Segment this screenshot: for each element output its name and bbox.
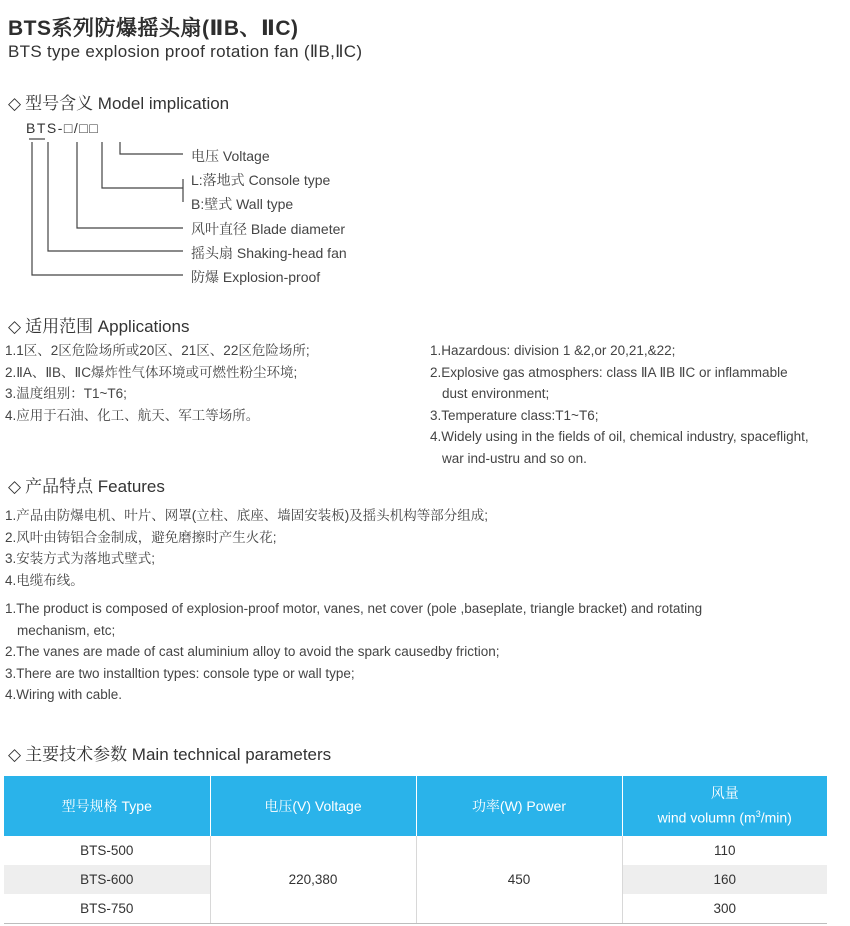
list-item: 2.ⅡA、ⅡB、ⅡC爆炸性气体环境或可燃性粉尘环境; (5, 364, 298, 380)
list-item: dust environment; (442, 386, 550, 401)
list-item: 1.Hazardous: division 1 &2,or 20,21,&22; (430, 343, 676, 358)
list-item: war ind-ustru and so on. (442, 450, 587, 466)
callout-voltage: 电压 Voltage (191, 148, 270, 164)
list-item: 1.1区、2区危险场所或20区、21区、22区危险场所; (5, 343, 310, 358)
cell-type: BTS-600 (4, 865, 210, 894)
diamond-icon: ◇ (8, 317, 22, 336)
table-row (4, 836, 827, 865)
header-wind (622, 776, 827, 836)
features-heading-text: 产品特点 Features (25, 477, 165, 496)
line-explosion (32, 142, 183, 275)
params-heading-text: 主要技术参数 Main technical parameters (25, 745, 332, 764)
list-item: 4.电缆布线。 (5, 572, 84, 588)
model-diagram-lines (0, 0, 850, 300)
page-subtitle: BTS type explosion proof rotation fan (ⅡB,ⅡC) (8, 42, 363, 61)
callout-console: L:落地式 Console type (191, 172, 331, 188)
callout-wall: B:壁式 Wall type (191, 196, 294, 212)
page-title: BTS系列防爆摇头扇(ⅡB、ⅡC) (8, 17, 299, 40)
line-blade (77, 142, 183, 228)
line-type (102, 142, 183, 188)
features-section-heading (8, 472, 165, 497)
cell-power: 450 (416, 836, 622, 924)
cell-voltage: 220,380 (210, 836, 416, 924)
list-item: 1.The product is composed of explosion-proof motor, vanes, net cover (pole ,baseplate, triangle bracket) and rotating (5, 601, 703, 616)
list-item: 2.风叶由铸铝合金制成，避免磨擦时产生火花; (5, 529, 277, 545)
list-item: 3.Temperature class:T1~T6; (430, 407, 599, 423)
list-item: 2.Explosive gas atmosphers: class ⅡA ⅡB ⅡC or inflammable (430, 364, 788, 380)
diamond-icon: ◇ (8, 745, 22, 764)
model-code: BTS-□/□□ (26, 120, 100, 136)
list-item: mechanism, etc; (17, 622, 116, 638)
diamond-icon: ◇ (8, 477, 22, 496)
list-item: 4.Wiring with cable. (5, 687, 123, 702)
cell-wind: 110 (622, 836, 827, 865)
features-en-list (5, 598, 702, 706)
list-item: 3.安装方式为落地式壁式; (5, 551, 156, 566)
applications-heading-text: 适用范围 Applications (25, 317, 190, 336)
applications-section-heading (8, 312, 189, 337)
callout-shaking: 摇头扇 Shaking-head fan (191, 245, 347, 261)
diamond-icon: ◇ (8, 94, 22, 113)
header-power: 功率(W) Power (416, 776, 622, 836)
list-item: 3.温度组别：T1~T6; (5, 386, 127, 401)
params-table (4, 776, 827, 924)
list-item: 4.应用于石油、化工、航天、军工等场所。 (5, 407, 260, 423)
params-section-heading (8, 740, 331, 765)
header-wind-cn: 风量 (710, 785, 739, 802)
header-type: 型号规格 Type (4, 776, 210, 836)
cell-wind: 300 (622, 894, 827, 924)
cell-type: BTS-500 (80, 843, 134, 858)
cell-wind: 160 (622, 865, 827, 894)
line-voltage (120, 142, 183, 154)
list-item: 1.产品由防爆电机、叶片、网罩(立柱、底座、墙固安装板)及摇头机构等部分组成; (5, 508, 488, 523)
list-item: 3.There are two installtion types: console type or wall type; (5, 665, 355, 681)
table-header-row (4, 776, 827, 836)
line-shaking (48, 142, 183, 251)
features-cn-list (5, 505, 488, 591)
callout-blade: 风叶直径 Blade diameter (191, 221, 346, 237)
model-heading-text: 型号含义 Model implication (25, 94, 230, 113)
applications-en-list (430, 340, 809, 469)
header-voltage: 电压(V) Voltage (210, 776, 416, 836)
callout-explosion: 防爆 Explosion-proof (191, 269, 321, 285)
list-item: 4.Widely using in the fields of oil, chemical industry, spaceflight, (430, 429, 809, 444)
cell-type: BTS-750 (4, 894, 210, 924)
header-wind-en: wind volumn $(m^3/\min)$ (657, 809, 792, 826)
applications-cn-list (5, 340, 310, 426)
list-item: 2.The vanes are made of cast aluminium alloy to avoid the spark causedby friction; (5, 644, 500, 659)
